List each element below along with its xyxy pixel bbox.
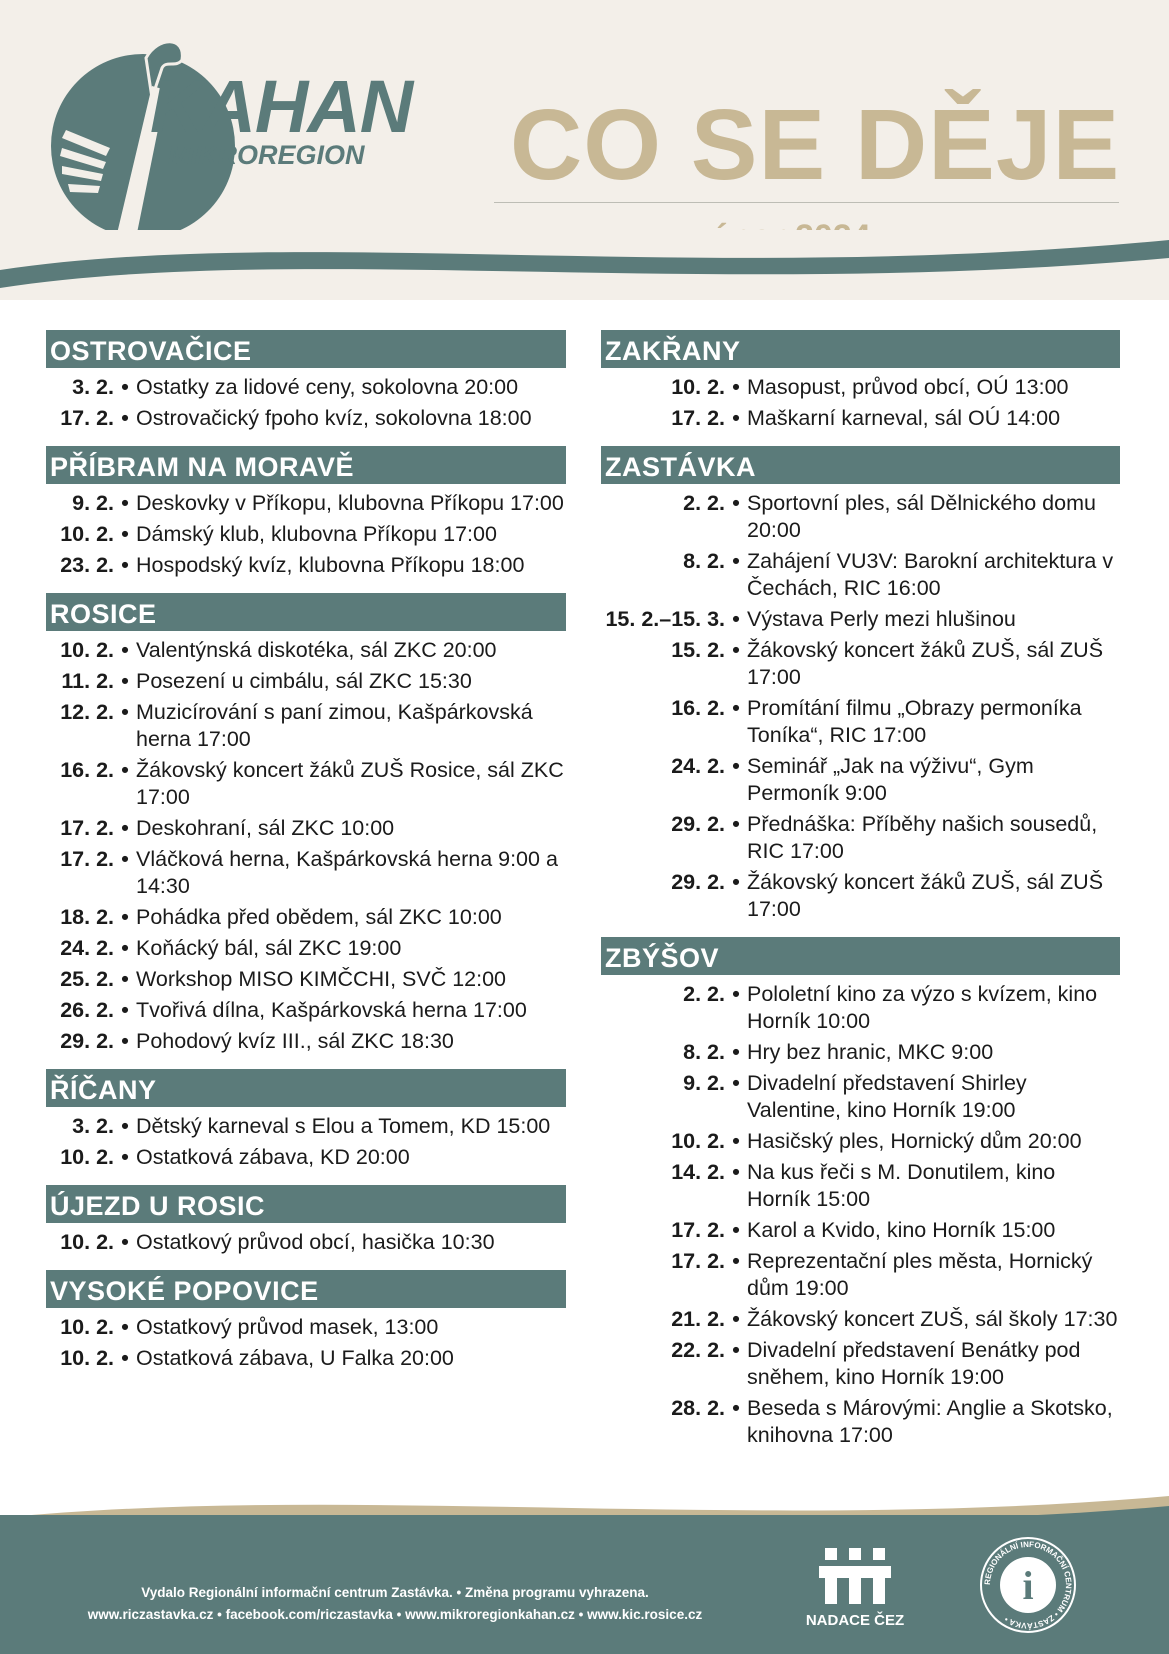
event-item bbox=[601, 811, 1120, 865]
event-text: Posezení u cimbálu, sál ZKC 15:30 bbox=[136, 669, 472, 693]
event-text: Deskovky v Příkopu, klubovna Příkopu 17:00 bbox=[136, 491, 564, 515]
event-item bbox=[46, 1229, 566, 1256]
bullet: • bbox=[732, 607, 740, 631]
left-column bbox=[46, 330, 566, 1386]
event-date: 26. 2. bbox=[60, 998, 114, 1022]
event-item bbox=[601, 1128, 1120, 1155]
event-date: 29. 2. bbox=[60, 1029, 114, 1053]
event-date: 10. 2. bbox=[60, 1315, 114, 1339]
bullet: • bbox=[121, 758, 129, 782]
footer-publisher: Vydalo Regionální informační centrum Zastávka. • Změna programu vyhrazena. bbox=[141, 1585, 649, 1600]
event-date: 3. 2. bbox=[72, 375, 114, 399]
ric-letter: i bbox=[1022, 1563, 1034, 1608]
event-text: Muzicírování s paní zimou, Kašpárkovská herna 17:00 bbox=[136, 700, 533, 751]
event-item bbox=[46, 904, 566, 931]
event-date: 23. 2. bbox=[60, 553, 114, 577]
event-text: Reprezentační ples města, Hornický dům 19:00 bbox=[747, 1249, 1093, 1300]
event-text: Valentýnská diskotéka, sál ZKC 20:00 bbox=[136, 638, 497, 662]
bullet: • bbox=[732, 870, 740, 894]
bullet: • bbox=[732, 1307, 740, 1331]
bullet: • bbox=[121, 1029, 129, 1053]
event-text: Žákovský koncert žáků ZUŠ, sál ZUŠ 17:00 bbox=[747, 870, 1104, 921]
section-heading: ROSICE bbox=[46, 593, 566, 631]
event-item bbox=[46, 997, 566, 1024]
event-text: Hry bez hranic, MKC 9:00 bbox=[747, 1040, 994, 1064]
section-ujezd bbox=[46, 1185, 566, 1256]
bullet: • bbox=[732, 375, 740, 399]
event-item bbox=[46, 668, 566, 695]
event-date: 10. 2. bbox=[60, 638, 114, 662]
event-item bbox=[46, 1028, 566, 1055]
event-date: 17. 2. bbox=[60, 847, 114, 871]
bullet: • bbox=[121, 998, 129, 1022]
event-item bbox=[601, 637, 1120, 691]
event-text: Seminář „Jak na výživu“, Gym Permoník 9:00 bbox=[747, 754, 1034, 805]
event-date: 17. 2. bbox=[671, 1249, 725, 1273]
event-item bbox=[601, 1217, 1120, 1244]
event-date: 8. 2. bbox=[683, 1040, 725, 1064]
bullet: • bbox=[732, 1160, 740, 1184]
event-item bbox=[601, 548, 1120, 602]
bullet: • bbox=[121, 1346, 129, 1370]
section-heading: ÚJEZD U ROSIC bbox=[46, 1185, 566, 1223]
event-date: 10. 2. bbox=[60, 1230, 114, 1254]
event-date: 12. 2. bbox=[60, 700, 114, 724]
bullet: • bbox=[121, 638, 129, 662]
bullet: • bbox=[732, 638, 740, 662]
event-text: Ostatková zábava, KD 20:00 bbox=[136, 1145, 410, 1169]
event-text: Maškarní karneval, sál OÚ 14:00 bbox=[747, 406, 1061, 430]
bullet: • bbox=[121, 491, 129, 515]
bullet: • bbox=[121, 1145, 129, 1169]
event-text: Beseda s Márovými: Anglie a Skotsko, knihovna 17:00 bbox=[747, 1396, 1113, 1447]
event-date: 29. 2. bbox=[671, 812, 725, 836]
event-text: Divadelní představení Shirley Valentine, kino Horník 19:00 bbox=[747, 1071, 1027, 1122]
bullet: • bbox=[121, 816, 129, 840]
event-text: Ostatková zábava, U Falka 20:00 bbox=[136, 1346, 454, 1370]
ric-ring-text: REGIONÁLNÍ INFORMAČNÍ CENTRUM • ZASTÁVKA • bbox=[982, 1539, 1074, 1631]
event-item bbox=[46, 405, 566, 432]
event-date: 17. 2. bbox=[60, 406, 114, 430]
event-text: Pohodový kvíz III., sál ZKC 18:30 bbox=[136, 1029, 454, 1053]
event-item bbox=[601, 405, 1120, 432]
section-heading: PŘÍBRAM NA MORAVĚ bbox=[46, 446, 566, 484]
header-wave bbox=[0, 230, 1169, 320]
event-text: Deskohraní, sál ZKC 10:00 bbox=[136, 816, 395, 840]
bullet: • bbox=[732, 1249, 740, 1273]
event-text: Karol a Kvido, kino Horník 15:00 bbox=[747, 1218, 1056, 1242]
section-heading: ZAKŘANY bbox=[601, 330, 1120, 368]
bullet: • bbox=[121, 847, 129, 871]
ric-zastavka-logo bbox=[978, 1535, 1078, 1635]
bullet: • bbox=[121, 1114, 129, 1138]
event-text: Ostrovačický fpoho kvíz, sokolovna 18:00 bbox=[136, 406, 532, 430]
event-text: Žákovský koncert žáků ZUŠ, sál ZUŠ 17:00 bbox=[747, 638, 1104, 689]
event-date: 10. 2. bbox=[671, 375, 725, 399]
event-item bbox=[46, 490, 566, 517]
bullet: • bbox=[732, 696, 740, 720]
event-date: 3. 2. bbox=[72, 1114, 114, 1138]
event-item bbox=[46, 1314, 566, 1341]
bullet: • bbox=[121, 522, 129, 546]
event-text: Divadelní představení Benátky pod sněhem, kino Horník 19:00 bbox=[747, 1338, 1081, 1389]
bullet: • bbox=[121, 936, 129, 960]
bullet: • bbox=[121, 905, 129, 929]
event-item bbox=[601, 1159, 1120, 1213]
bullet: • bbox=[121, 553, 129, 577]
event-item bbox=[46, 935, 566, 962]
event-date: 15. 2.–15. 3. bbox=[605, 607, 725, 631]
event-text: Ostatkový průvod masek, 13:00 bbox=[136, 1315, 439, 1339]
event-item bbox=[601, 869, 1120, 923]
event-text: Promítání filmu „Obrazy permoníka Toníka“, RIC 17:00 bbox=[747, 696, 1082, 747]
bullet: • bbox=[121, 700, 129, 724]
event-text: Žákovský koncert žáků ZUŠ Rosice, sál ZKC 17:00 bbox=[136, 758, 564, 809]
logo-subname: MIKROREGION bbox=[168, 140, 365, 170]
event-text: Ostatkový průvod obcí, hasička 10:30 bbox=[136, 1230, 495, 1254]
section-zastavka bbox=[601, 446, 1120, 923]
event-date: 2. 2. bbox=[683, 982, 725, 1006]
event-text: Dámský klub, klubovna Příkopu 17:00 bbox=[136, 522, 497, 546]
event-item bbox=[46, 699, 566, 753]
event-date: 11. 2. bbox=[61, 669, 114, 693]
event-text: Pohádka před obědem, sál ZKC 10:00 bbox=[136, 905, 502, 929]
logo-name: KAHAN bbox=[150, 65, 413, 148]
event-text: Pololetní kino za výzo s kvízem, kino Horník 10:00 bbox=[747, 982, 1098, 1033]
bullet: • bbox=[121, 1230, 129, 1254]
event-date: 9. 2. bbox=[683, 1071, 725, 1095]
nadace-label: NADACE ČEZ bbox=[805, 1612, 905, 1629]
bullet: • bbox=[732, 1129, 740, 1153]
event-item bbox=[601, 1337, 1120, 1391]
event-date: 17. 2. bbox=[60, 816, 114, 840]
event-item bbox=[601, 374, 1120, 401]
event-text: Výstava Perly mezi hlušinou bbox=[747, 607, 1016, 631]
section-heading: VYSOKÉ POPOVICE bbox=[46, 1270, 566, 1308]
event-date: 18. 2. bbox=[60, 905, 114, 929]
section-pribram bbox=[46, 446, 566, 579]
bullet: • bbox=[732, 1396, 740, 1420]
event-date: 24. 2. bbox=[60, 936, 114, 960]
section-heading: ZBÝŠOV bbox=[601, 937, 1120, 975]
event-item bbox=[46, 374, 566, 401]
event-text: Zahájení VU3V: Barokní architektura v Čechách, RIC 16:00 bbox=[747, 549, 1114, 600]
event-date: 24. 2. bbox=[671, 754, 725, 778]
bullet: • bbox=[732, 754, 740, 778]
section-rosice bbox=[46, 593, 566, 1055]
section-ricany bbox=[46, 1069, 566, 1171]
section-ostrovacice bbox=[46, 330, 566, 432]
section-zakrany bbox=[601, 330, 1120, 432]
bullet: • bbox=[732, 1040, 740, 1064]
event-item bbox=[601, 1306, 1120, 1333]
event-item bbox=[601, 753, 1120, 807]
event-item bbox=[46, 966, 566, 993]
event-item bbox=[46, 1113, 566, 1140]
event-item bbox=[601, 490, 1120, 544]
event-item bbox=[46, 846, 566, 900]
event-item bbox=[46, 552, 566, 579]
right-column bbox=[601, 330, 1120, 1463]
bullet: • bbox=[121, 1315, 129, 1339]
event-item bbox=[601, 695, 1120, 749]
bullet: • bbox=[732, 549, 740, 573]
event-item bbox=[601, 981, 1120, 1035]
event-item bbox=[601, 1395, 1120, 1449]
event-item bbox=[46, 757, 566, 811]
event-date: 29. 2. bbox=[671, 870, 725, 894]
event-item bbox=[601, 1248, 1120, 1302]
bullet: • bbox=[732, 982, 740, 1006]
event-date: 25. 2. bbox=[60, 967, 114, 991]
bullet: • bbox=[121, 406, 129, 430]
event-text: Na kus řeči s M. Donutilem, kino Horník 15:00 bbox=[747, 1160, 1056, 1211]
event-item bbox=[601, 1039, 1120, 1066]
event-date: 10. 2. bbox=[60, 1346, 114, 1370]
bullet: • bbox=[732, 812, 740, 836]
section-heading: ŘÍČANY bbox=[46, 1069, 566, 1107]
bullet: • bbox=[732, 406, 740, 430]
event-date: 16. 2. bbox=[60, 758, 114, 782]
event-text: Hasičský ples, Hornický dům 20:00 bbox=[747, 1129, 1082, 1153]
event-date: 10. 2. bbox=[60, 1145, 114, 1169]
event-item bbox=[46, 1144, 566, 1171]
event-text: Masopust, průvod obcí, OÚ 13:00 bbox=[747, 375, 1069, 399]
event-text: Vláčková herna, Kašpárkovská herna 9:00 a 14:30 bbox=[136, 847, 558, 898]
event-date: 10. 2. bbox=[671, 1129, 725, 1153]
bullet: • bbox=[121, 375, 129, 399]
event-item bbox=[46, 815, 566, 842]
event-date: 10. 2. bbox=[60, 522, 114, 546]
event-date: 15. 2. bbox=[671, 638, 725, 662]
event-text: Tvořivá dílna, Kašpárkovská herna 17:00 bbox=[136, 998, 527, 1022]
event-date: 8. 2. bbox=[683, 549, 725, 573]
event-date: 14. 2. bbox=[671, 1160, 725, 1184]
footer-links: www.riczastavka.cz • facebook.com/riczastavka • www.mikroregionkahan.cz • www.kic.rosice.cz bbox=[87, 1607, 703, 1622]
bullet: • bbox=[121, 967, 129, 991]
event-item bbox=[46, 637, 566, 664]
event-text: Dětský karneval s Elou a Tomem, KD 15:00 bbox=[136, 1114, 551, 1138]
section-vysoke-popovice bbox=[46, 1270, 566, 1372]
event-date: 21. 2. bbox=[671, 1307, 725, 1331]
bullet: • bbox=[732, 1218, 740, 1242]
section-heading: OSTROVAČICE bbox=[46, 330, 566, 368]
event-item bbox=[46, 1345, 566, 1372]
page-title: CO SE DĚJE bbox=[510, 89, 1121, 201]
bullet: • bbox=[732, 1338, 740, 1362]
bullet: • bbox=[121, 669, 129, 693]
bullet: • bbox=[732, 1071, 740, 1095]
event-item bbox=[601, 606, 1120, 633]
title-divider bbox=[494, 202, 1119, 203]
event-text: Sportovní ples, sál Dělnického domu 20:00 bbox=[747, 491, 1096, 542]
event-date: 16. 2. bbox=[671, 696, 725, 720]
event-text: Ostatky za lidové ceny, sokolovna 20:00 bbox=[136, 375, 519, 399]
event-text: Hospodský kvíz, klubovna Příkopu 18:00 bbox=[136, 553, 525, 577]
event-text: Koňácký bál, sál ZKC 19:00 bbox=[136, 936, 402, 960]
event-item bbox=[46, 521, 566, 548]
event-date: 17. 2. bbox=[671, 1218, 725, 1242]
event-date: 22. 2. bbox=[671, 1338, 725, 1362]
section-heading: ZASTÁVKA bbox=[601, 446, 1120, 484]
event-date: 9. 2. bbox=[72, 491, 114, 515]
event-text: Žákovský koncert ZUŠ, sál školy 17:30 bbox=[747, 1307, 1118, 1331]
event-item bbox=[601, 1070, 1120, 1124]
event-date: 2. 2. bbox=[683, 491, 725, 515]
event-date: 17. 2. bbox=[671, 406, 725, 430]
bullet: • bbox=[732, 491, 740, 515]
event-text: Přednáška: Příběhy našich sousedů, RIC 17:00 bbox=[747, 812, 1098, 863]
event-text: Workshop MISO KIMČCHI, SVČ 12:00 bbox=[136, 967, 506, 991]
event-date: 28. 2. bbox=[671, 1396, 725, 1420]
section-zbysov bbox=[601, 937, 1120, 1449]
